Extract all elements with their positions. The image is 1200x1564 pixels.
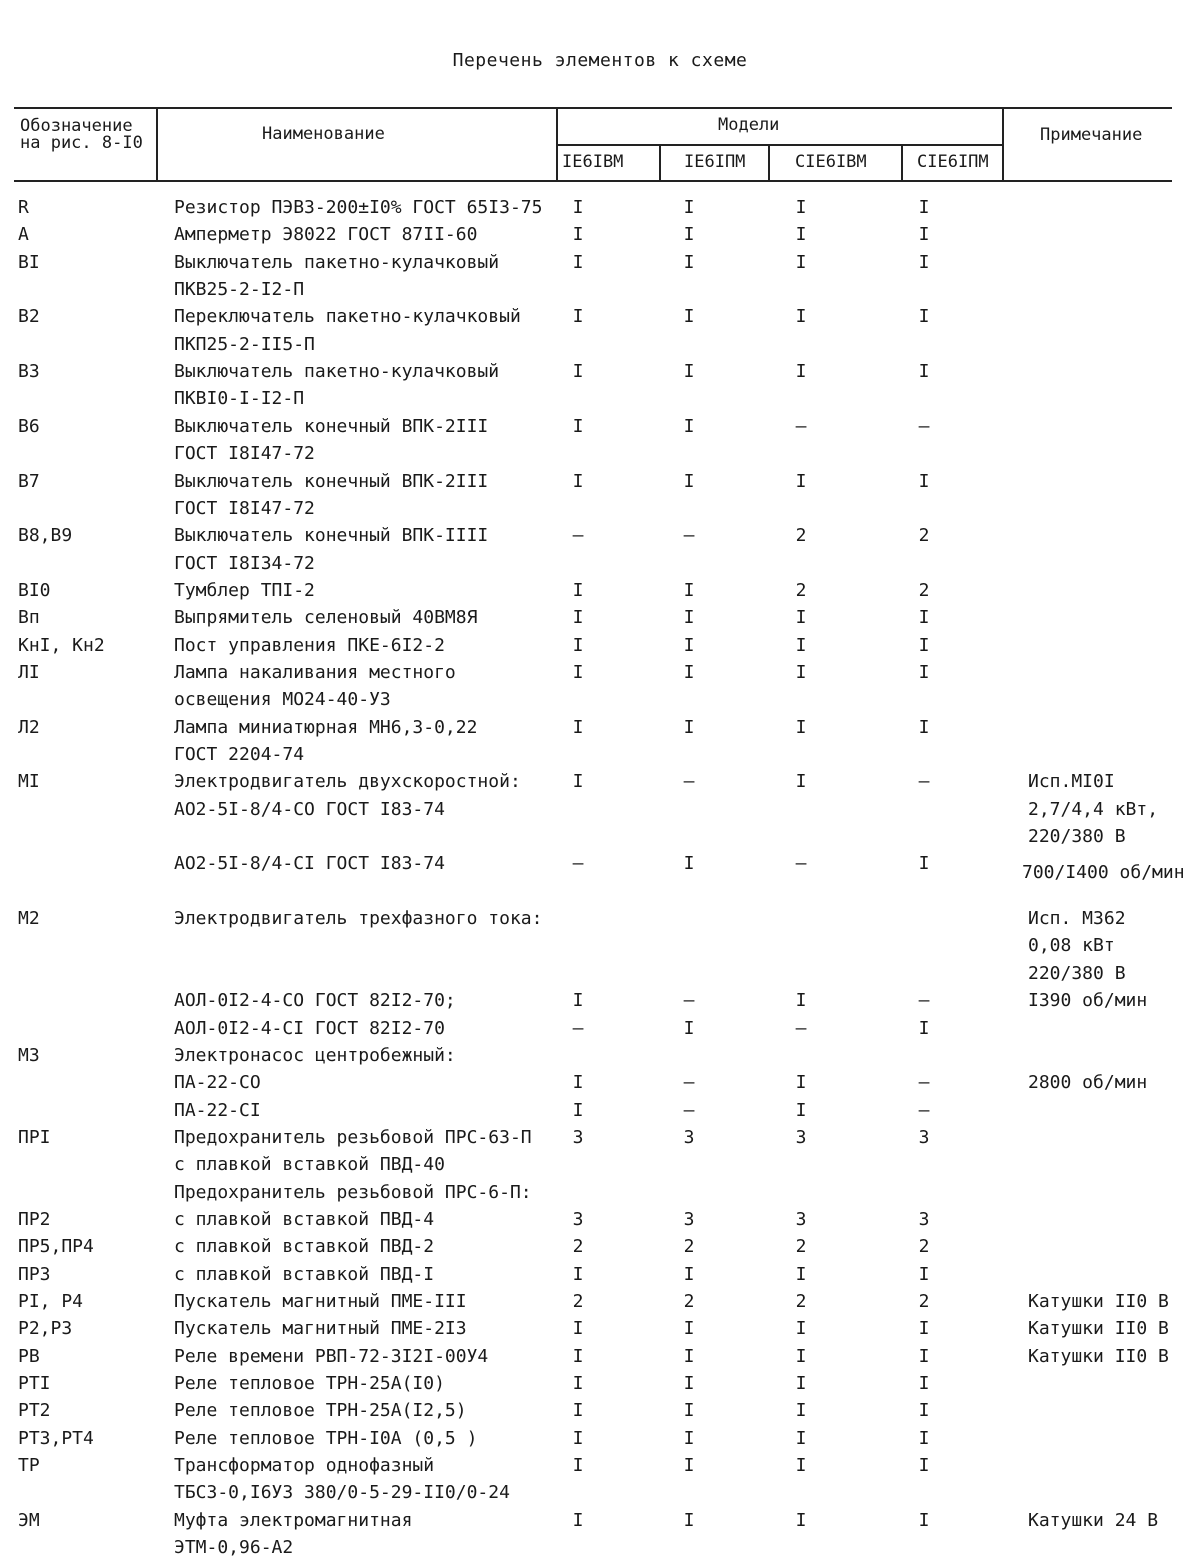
row-model-qty: I xyxy=(918,306,930,328)
row-model-qty: 2 xyxy=(795,1236,807,1258)
header-designation-2: на рис. 8-I0 xyxy=(20,133,143,153)
row-model-qty: I xyxy=(572,361,584,383)
row-model-qty: 3 xyxy=(918,1126,930,1148)
row-model-qty: – xyxy=(795,415,807,437)
row-model-qty: I xyxy=(795,251,807,273)
row-model-qty: I xyxy=(918,1017,930,1039)
row-designation: ПРI xyxy=(18,1126,51,1148)
row-model-qty: I xyxy=(572,1318,584,1340)
row-model-qty: I xyxy=(683,1373,695,1395)
row-model-qty: I xyxy=(572,1427,584,1449)
row-model-qty: I xyxy=(918,607,930,629)
row-name-line: ГОСТ I8I34-72 xyxy=(174,552,315,574)
row-name-line: Лампа накаливания местного xyxy=(174,661,456,683)
header-model-1: IE6IBM xyxy=(562,152,624,172)
row-designation: BI0 xyxy=(18,579,51,601)
row-model-qty: I xyxy=(795,306,807,328)
row-model-qty: I xyxy=(918,361,930,383)
row-name-line: Тумблер ТПI-2 xyxy=(174,579,315,601)
row-model-qty: – xyxy=(683,771,695,793)
row-name-line: с плавкой вставкой ПВД-40 xyxy=(174,1154,445,1176)
row-model-qty: – xyxy=(572,853,584,875)
row-name-line: Реле тепловое ТРН-I0А (0,5 ) xyxy=(174,1427,478,1449)
row-model-qty: 3 xyxy=(683,1126,695,1148)
row-model-qty: I xyxy=(918,634,930,656)
row-model-qty: I xyxy=(683,251,695,273)
row-model-qty: I xyxy=(572,716,584,738)
row-name-line: Переключатель пакетно-кулачковый xyxy=(174,306,521,328)
row-name-line: с плавкой вставкой ПВД-I xyxy=(174,1263,435,1285)
row-designation: ЛI xyxy=(18,661,40,683)
row-designation: TP xyxy=(18,1455,40,1477)
row-model-qty: – xyxy=(795,853,807,875)
row-name-line: Электродвигатель трехфазного тока: xyxy=(174,908,543,930)
row-model-qty: – xyxy=(918,415,930,437)
row-designation: MI xyxy=(18,771,40,793)
row-model-qty: I xyxy=(683,1400,695,1422)
row-name-line: Муфта электромагнитная xyxy=(174,1509,413,1531)
row-designation: B6 xyxy=(18,415,40,437)
row-model-qty: 2 xyxy=(918,1291,930,1312)
row-designation: BI xyxy=(18,251,40,273)
row-name-line: АОЛ-0I2-4-СО ГОСТ 82I2-70; xyxy=(174,990,456,1012)
row-model-qty: I xyxy=(683,1509,695,1531)
row-designation: PB xyxy=(18,1345,40,1367)
row-model-qty: I xyxy=(572,197,584,218)
row-designation: B3 xyxy=(18,361,40,383)
header-note: Примечание xyxy=(1040,125,1143,145)
row-note-line: 2,7/4,4 кВт, xyxy=(1028,798,1159,820)
row-name-line: Выключатель пакетно-кулачковый xyxy=(174,361,500,383)
row-model-qty: I xyxy=(795,771,807,793)
row-model-qty: 2 xyxy=(572,1291,584,1312)
row-note-line: I390 об/мин xyxy=(1028,990,1148,1012)
row-model-qty: I xyxy=(795,607,807,629)
row-model-qty: I xyxy=(795,224,807,246)
row-note-line: Исп. М362 xyxy=(1028,908,1126,930)
header-model-2: IE6IПM xyxy=(684,152,746,172)
row-model-qty: – xyxy=(683,990,695,1012)
row-model-qty: 3 xyxy=(795,1126,807,1148)
row-model-qty: I xyxy=(683,1263,695,1285)
row-designation: PT3,PT4 xyxy=(18,1427,94,1449)
row-name-line: Выключатель конечный ВПК-2III xyxy=(174,415,489,437)
row-name-line: ГОСТ I8I47-72 xyxy=(174,443,315,465)
row-model-qty: I xyxy=(683,1318,695,1340)
header-name: Наименование xyxy=(262,124,385,144)
row-designation: ЭM xyxy=(18,1509,40,1531)
row-model-qty: I xyxy=(572,661,584,683)
row-name-line: ПА-22-СI xyxy=(174,1099,261,1121)
row-model-qty: 3 xyxy=(918,1208,930,1230)
row-model-qty: I xyxy=(918,661,930,683)
row-name-line: Выпрямитель селеновый 40ВМ8Я xyxy=(174,607,478,629)
row-name-line: ПКВ25-2-I2-П xyxy=(174,279,305,301)
row-model-qty: I xyxy=(683,361,695,383)
row-model-qty: I xyxy=(918,1318,930,1340)
row-model-qty: 2 xyxy=(918,1236,930,1258)
row-model-qty: I xyxy=(795,1072,807,1094)
row-name-line: ПКП25-2-II5-П xyxy=(174,333,315,355)
row-note-line: 2800 об/мин xyxy=(1028,1072,1148,1094)
row-model-qty: I xyxy=(572,1099,584,1121)
table-top-rule xyxy=(14,107,1172,109)
row-model-qty: I xyxy=(918,1400,930,1422)
row-name-line: Электродвигатель двухскоростной: xyxy=(174,771,521,793)
row-model-qty: I xyxy=(918,470,930,492)
row-note-line: 0,08 кВт xyxy=(1028,935,1115,957)
row-model-qty: I xyxy=(683,1427,695,1449)
row-designation: P2,P3 xyxy=(18,1318,73,1340)
row-note-line: 220/380 В xyxy=(1028,962,1126,984)
row-model-qty: I xyxy=(795,1400,807,1422)
row-name-line: Амперметр Э8022 ГОСТ 87II-60 xyxy=(174,224,478,246)
row-model-qty: 2 xyxy=(683,1236,695,1258)
page-title: Перечень элементов к схеме xyxy=(452,50,748,71)
row-name-line: Лампа миниатюрная МН6,3-0,22 xyxy=(174,716,478,738)
row-name-line: ГОСТ 2204-74 xyxy=(174,744,305,765)
row-designation: Вп xyxy=(18,607,40,629)
row-model-qty: I xyxy=(683,1345,695,1367)
row-model-qty: 3 xyxy=(683,1208,695,1230)
row-model-qty: 2 xyxy=(683,1291,695,1312)
row-model-qty: I xyxy=(683,470,695,492)
row-model-qty: I xyxy=(795,1509,807,1531)
col-divider xyxy=(156,107,158,182)
row-designation: ПР2 xyxy=(18,1208,51,1230)
row-name-line: Трансформатор однофазный xyxy=(174,1455,435,1477)
header-models: Модели xyxy=(718,115,780,135)
row-model-qty: I xyxy=(683,1017,695,1039)
row-name-line: АОЛ-0I2-4-СI ГОСТ 82I2-70 xyxy=(174,1017,445,1039)
row-model-qty: I xyxy=(683,716,695,738)
row-designation: ПР3 xyxy=(18,1263,51,1285)
row-name-line: с плавкой вставкой ПВД-4 xyxy=(174,1208,435,1230)
row-designation: B8,B9 xyxy=(18,525,73,547)
row-model-qty: – xyxy=(683,525,695,547)
row-name-line: ЭТМ-0,96-А2 xyxy=(174,1537,294,1559)
header-model-3: CIE6IBM xyxy=(795,152,867,172)
row-name-line: Предохранитель резьбовой ПРС-6-П: xyxy=(174,1181,532,1203)
row-model-qty: I xyxy=(795,1345,807,1367)
row-name-line: Реле тепловое ТРН-25А(I2,5) xyxy=(174,1400,467,1422)
row-model-qty: I xyxy=(683,224,695,246)
row-model-qty: I xyxy=(572,1263,584,1285)
row-model-qty: I xyxy=(918,716,930,738)
row-model-qty: I xyxy=(795,990,807,1012)
col-divider xyxy=(901,144,903,182)
row-designation: Л2 xyxy=(18,716,40,738)
row-model-qty: 2 xyxy=(572,1236,584,1258)
row-note-line: Катушки II0 В xyxy=(1028,1291,1169,1312)
row-model-qty: I xyxy=(795,634,807,656)
row-model-qty: I xyxy=(683,853,695,875)
row-note-line: Исп.МI0I xyxy=(1028,771,1115,793)
row-model-qty: – xyxy=(572,525,584,547)
row-model-qty: I xyxy=(572,224,584,246)
row-model-qty: I xyxy=(918,1509,930,1531)
header-model-4: CIE6IПM xyxy=(917,152,989,172)
row-name-line: ТБС3-0,I6У3 380/0-5-29-II0/0-24 xyxy=(174,1482,510,1504)
row-model-qty: I xyxy=(795,716,807,738)
row-model-qty: I xyxy=(572,415,584,437)
row-name-line: АО2-5I-8/4-СI ГОСТ I83-74 xyxy=(174,853,445,875)
col-divider xyxy=(659,144,661,182)
row-model-qty: I xyxy=(795,1263,807,1285)
row-model-qty: I xyxy=(683,1455,695,1477)
row-model-qty: I xyxy=(918,251,930,273)
row-model-qty: I xyxy=(795,1373,807,1395)
row-model-qty: I xyxy=(683,579,695,601)
row-model-qty: – xyxy=(683,1072,695,1094)
row-name-line: Пускатель магнитный ПМЕ-III xyxy=(174,1291,467,1312)
row-model-qty: I xyxy=(918,224,930,246)
row-note-line: 220/380 В xyxy=(1028,826,1126,848)
row-name-line: ПА-22-СО xyxy=(174,1072,261,1094)
row-model-qty: I xyxy=(795,1318,807,1340)
row-note-line: Катушки 24 В xyxy=(1028,1509,1159,1531)
row-name-line: Пускатель магнитный ПМЕ-2I3 xyxy=(174,1318,467,1340)
row-name-line: Пост управления ПКЕ-6I2-2 xyxy=(174,634,445,656)
row-model-qty: I xyxy=(683,634,695,656)
row-model-qty: I xyxy=(795,361,807,383)
row-designation: M2 xyxy=(18,908,40,930)
row-model-qty: I xyxy=(795,197,807,218)
row-designation: PI, P4 xyxy=(18,1291,84,1312)
row-model-qty: I xyxy=(572,1345,584,1367)
row-name-line: освещения МО24-40-У3 xyxy=(174,689,391,711)
row-model-qty: I xyxy=(918,1373,930,1395)
row-model-qty: I xyxy=(918,1427,930,1449)
row-name-line: Предохранитель резьбовой ПРС-63-П xyxy=(174,1126,532,1148)
row-model-qty: I xyxy=(683,607,695,629)
row-name-line: Реле тепловое ТРН-25А(I0) xyxy=(174,1373,445,1395)
models-divider-rule xyxy=(557,144,1003,146)
row-model-qty: I xyxy=(918,853,930,875)
row-model-qty: I xyxy=(572,579,584,601)
row-model-qty: I xyxy=(683,661,695,683)
row-model-qty: – xyxy=(918,771,930,793)
row-model-qty: I xyxy=(683,415,695,437)
row-model-qty: I xyxy=(795,1099,807,1121)
row-model-qty: 2 xyxy=(795,579,807,601)
row-model-qty: I xyxy=(572,1509,584,1531)
row-model-qty: I xyxy=(683,306,695,328)
col-divider xyxy=(768,144,770,182)
col-divider xyxy=(1002,107,1004,182)
row-name-line: Реле времени РВП-72-3I2I-00У4 xyxy=(174,1345,489,1367)
row-model-qty: I xyxy=(572,1455,584,1477)
row-designation: A xyxy=(18,224,29,246)
row-model-qty: I xyxy=(795,1455,807,1477)
row-note-line: Катушки II0 В xyxy=(1028,1345,1169,1367)
row-model-qty: I xyxy=(572,990,584,1012)
row-note-line: Катушки II0 В xyxy=(1028,1318,1169,1340)
row-model-qty: 2 xyxy=(795,1291,807,1312)
row-model-qty: 3 xyxy=(795,1208,807,1230)
row-model-qty: I xyxy=(795,661,807,683)
row-name-line: Резистор ПЭВ3-200±I0% ГОСТ 65I3-75 xyxy=(174,197,543,218)
row-model-qty: I xyxy=(572,470,584,492)
header-bottom-rule xyxy=(14,180,1172,182)
row-name-line: с плавкой вставкой ПВД-2 xyxy=(174,1236,435,1258)
row-model-qty: – xyxy=(795,1017,807,1039)
col-divider xyxy=(556,107,558,182)
row-designation: R xyxy=(18,197,29,218)
row-model-qty: I xyxy=(572,634,584,656)
row-model-qty: I xyxy=(572,1072,584,1094)
row-model-qty: I xyxy=(572,1373,584,1395)
row-designation: КнI, Кн2 xyxy=(18,634,105,656)
row-name-line: Выключатель конечный ВПК-2III xyxy=(174,470,489,492)
header-designation-1: Обозначение xyxy=(20,116,133,136)
row-name-line: АО2-5I-8/4-СО ГОСТ I83-74 xyxy=(174,798,445,820)
row-model-qty: 2 xyxy=(918,579,930,601)
row-model-qty: I xyxy=(795,470,807,492)
row-name-line: Выключатель конечный ВПК-IIII xyxy=(174,525,489,547)
row-designation: B7 xyxy=(18,470,40,492)
row-designation: ПР5,ПР4 xyxy=(18,1236,94,1258)
row-model-qty: – xyxy=(572,1017,584,1039)
row-model-qty: I xyxy=(572,1400,584,1422)
row-model-qty: I xyxy=(918,1455,930,1477)
row-name-line: Электронасос центробежный: xyxy=(174,1044,456,1066)
row-designation: M3 xyxy=(18,1044,40,1066)
row-model-qty: I xyxy=(683,197,695,218)
row-designation: PT2 xyxy=(18,1400,51,1422)
row-model-qty: – xyxy=(918,1099,930,1121)
row-model-qty: 3 xyxy=(572,1208,584,1230)
row-model-qty: I xyxy=(918,1263,930,1285)
row-name-line: ГОСТ I8I47-72 xyxy=(174,497,315,519)
row-name-line: ПКВI0-I-I2-П xyxy=(174,388,305,410)
row-model-qty: I xyxy=(572,306,584,328)
row-model-qty: – xyxy=(683,1099,695,1121)
row-designation: B2 xyxy=(18,306,40,328)
row-model-qty: I xyxy=(918,1345,930,1367)
row-model-qty: 3 xyxy=(572,1126,584,1148)
row-model-qty: – xyxy=(918,990,930,1012)
row-model-qty: I xyxy=(572,251,584,273)
row-name-line: Выключатель пакетно-кулачковый xyxy=(174,251,500,273)
row-model-qty: I xyxy=(918,197,930,218)
row-model-qty: – xyxy=(918,1072,930,1094)
row-model-qty: I xyxy=(572,771,584,793)
row-note-line: 700/I400 об/мин xyxy=(1022,861,1185,883)
row-model-qty: 2 xyxy=(795,525,807,547)
row-designation: PTI xyxy=(18,1373,51,1395)
row-model-qty: 2 xyxy=(918,525,930,547)
row-model-qty: I xyxy=(795,1427,807,1449)
row-model-qty: I xyxy=(572,607,584,629)
